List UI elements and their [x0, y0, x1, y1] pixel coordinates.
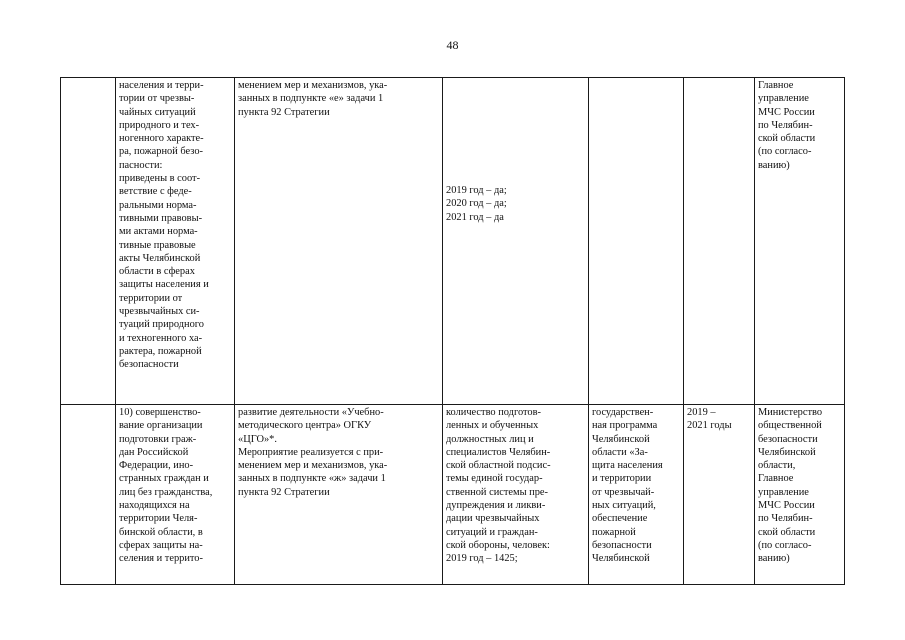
program-cell [589, 78, 684, 405]
number-cell [61, 405, 116, 585]
period-text: 2019 – 2021 годы [687, 407, 732, 432]
indicator-text: количество подготов- ленных и обученных должностных лиц и специалистов Челябин- ской областной подсис- темы единой государ- ственной системы пре- дупреждения и ликви- дации чрезвычайных ситуаций и граждан- ской обороны, человек: 2019 год – 1425; [446, 407, 551, 565]
executor-text: Главное управление МЧС России по Челябин- ской области (по согласо- ванию) [758, 80, 816, 171]
table-row [61, 78, 845, 405]
number-cell [61, 78, 116, 405]
task-cell [116, 78, 235, 405]
measure-text: менением мер и механизмов, ука- занных в подпункте «е» задачи 1 пункта 92 Стратегии [238, 80, 388, 118]
task-cell [116, 405, 235, 585]
executor-text: Министерство общественной безопасности Челябинской области, Главное управление МЧС России по Челябин- ской области (по согласо- ванию) [758, 407, 823, 565]
task-text: населения и терри- тории от чрезвы- чайных ситуаций природного и тех- ногенного характе- ра, пожарной безо- пасности: приведены в соот- ветствие с феде- ральными норма- тивными правовы- ми актами норма- тивные правовые акты Челябинской области в сферах защиты населения и территории от чрезвычайных си- туаций природного и техногенного ха- рактера, пожарной безопасности [119, 80, 209, 371]
period-cell [684, 405, 755, 585]
measure-cell [235, 405, 443, 585]
measure-text: развитие деятельности «Учебно- методического центра» ОГКУ «ЦГО»*. [238, 407, 384, 445]
indicator-text: 2019 год – да; 2020 год – да; 2021 год – да [446, 185, 507, 223]
measure-cell [235, 78, 443, 405]
measures-table [60, 77, 845, 585]
indicator-cell [443, 405, 589, 585]
executor-cell [755, 78, 845, 405]
indicator-cell [443, 78, 589, 405]
program-cell [589, 405, 684, 585]
program-text: государствен- ная программа Челябинской области «За- щита населения и территории от чрезвычай- ных ситуаций, обеспечение пожарной безопасности Челябинской [592, 407, 663, 565]
table-row [61, 405, 845, 585]
page-number: 48 [446, 38, 459, 52]
period-cell [684, 78, 755, 405]
task-text: 10) совершенство- вание организации подготовки граж- дан Российской Федерации, ино- странных граждан и лиц без гражданства, находящихся на территории Челя- бинской области, в сферах защиты на- селения и террито- [119, 407, 213, 565]
measure-note-text: Мероприятие реализуется с при- менением мер и механизмов, ука- занных в подпункте «ж» задачи 1 пункта 92 Стратегии [238, 446, 388, 498]
executor-cell [755, 405, 845, 585]
